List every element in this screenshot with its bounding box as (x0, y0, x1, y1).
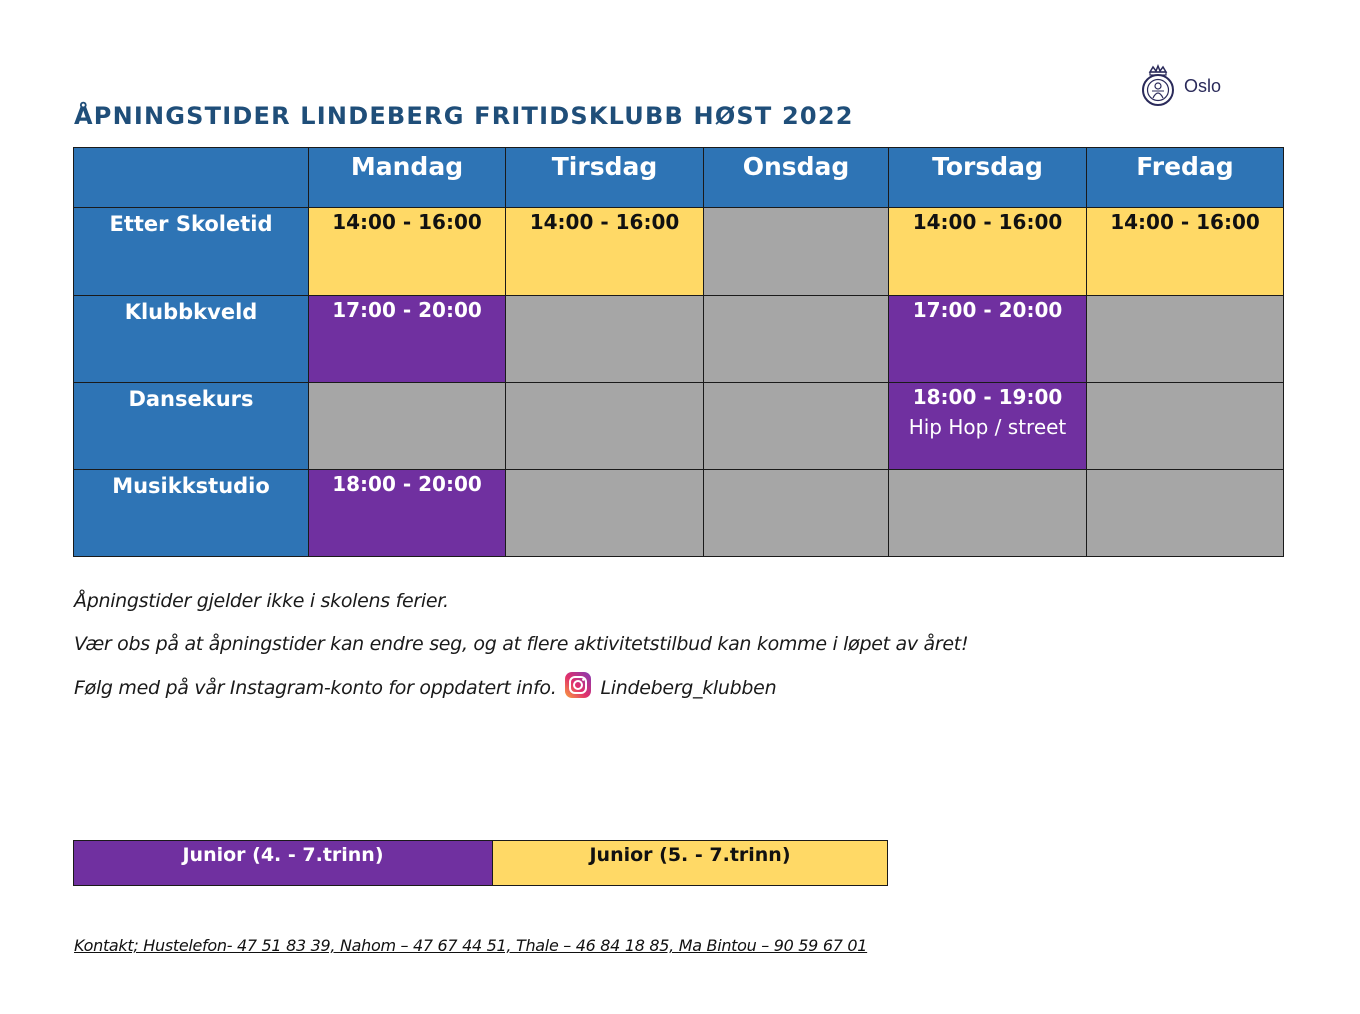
logo-text: Oslo (1184, 75, 1222, 96)
oslo-seal-icon (1140, 64, 1176, 108)
header-corner-cell (74, 148, 309, 208)
row-label: Musikkstudio (74, 470, 309, 557)
schedule-cell-empty (704, 470, 889, 557)
schedule-cell (309, 296, 506, 383)
row-label: Klubbkveld (74, 296, 309, 383)
schedule-cell-empty (1087, 383, 1284, 470)
schedule-cell (889, 296, 1087, 383)
table-row (74, 296, 1284, 383)
day-header-tirsdag: Tirsdag (506, 148, 704, 208)
schedule-table (73, 147, 1284, 557)
cell-time: 17:00 - 20:00 (912, 298, 1063, 322)
schedule-header-row (74, 148, 1284, 208)
legend-purple: Junior (4. - 7.trinn) (74, 841, 493, 885)
row-label: Etter Skoletid (74, 208, 309, 296)
cell-time: 14:00 - 16:00 (529, 210, 680, 234)
oslo-logo (1140, 64, 1221, 108)
schedule-cell (309, 470, 506, 557)
day-header-fredag: Fredag (1087, 148, 1284, 208)
cell-time: 14:00 - 16:00 (912, 210, 1063, 234)
cell-time: 18:00 - 20:00 (332, 472, 482, 496)
cell-time: 14:00 - 16:00 (1110, 210, 1260, 234)
schedule-cell-empty (704, 208, 889, 296)
cell-time: 14:00 - 16:00 (332, 210, 482, 234)
schedule-cell (309, 208, 506, 296)
cell-time: 17:00 - 20:00 (332, 298, 482, 322)
table-row (74, 470, 1284, 557)
note-changes: Vær obs på at åpningstider kan endre seg, og at flere aktivitetstilbud kan komme i løpet av året! (74, 633, 969, 655)
instagram-handle: Lindeberg_klubben (600, 677, 777, 699)
schedule-cell-empty (309, 383, 506, 470)
table-row (74, 383, 1284, 470)
instagram-icon (564, 671, 592, 699)
day-header-mandag: Mandag (309, 148, 506, 208)
note-holidays: Åpningstider gjelder ikke i skolens ferier. (74, 590, 449, 612)
page-title: ÅPNINGSTIDER LINDEBERG FRITIDSKLUBB HØST 2022 (74, 102, 854, 130)
schedule-cell-empty (1087, 296, 1284, 383)
contact-info: Kontakt; Hustelefon- 47 51 83 39, Nahom – 47 67 44 51, Thale – 46 84 18 85, Ma Bintou – 90 59 67 01 (74, 936, 868, 955)
schedule-cell (889, 383, 1087, 470)
schedule-cell-empty (1087, 470, 1284, 557)
table-row (74, 208, 1284, 296)
day-header-onsdag: Onsdag (704, 148, 889, 208)
schedule-cell-empty (704, 296, 889, 383)
day-header-torsdag: Torsdag (889, 148, 1087, 208)
cell-activity: Hip Hop / street (908, 415, 1067, 439)
schedule-cell (506, 208, 704, 296)
schedule-cell-empty (506, 470, 704, 557)
row-label: Dansekurs (74, 383, 309, 470)
age-legend (73, 840, 888, 886)
schedule-cell (1087, 208, 1284, 296)
cell-time: 18:00 - 19:00 (912, 385, 1063, 409)
schedule-cell-empty (506, 383, 704, 470)
legend-yellow: Junior (5. - 7.trinn) (493, 841, 887, 885)
schedule-cell-empty (889, 470, 1087, 557)
schedule-cell-empty (506, 296, 704, 383)
schedule-cell (889, 208, 1087, 296)
schedule-cell-empty (704, 383, 889, 470)
note-instagram (74, 674, 776, 702)
note-instagram-text: Følg med på vår Instagram-konto for oppdatert info. (74, 677, 557, 699)
